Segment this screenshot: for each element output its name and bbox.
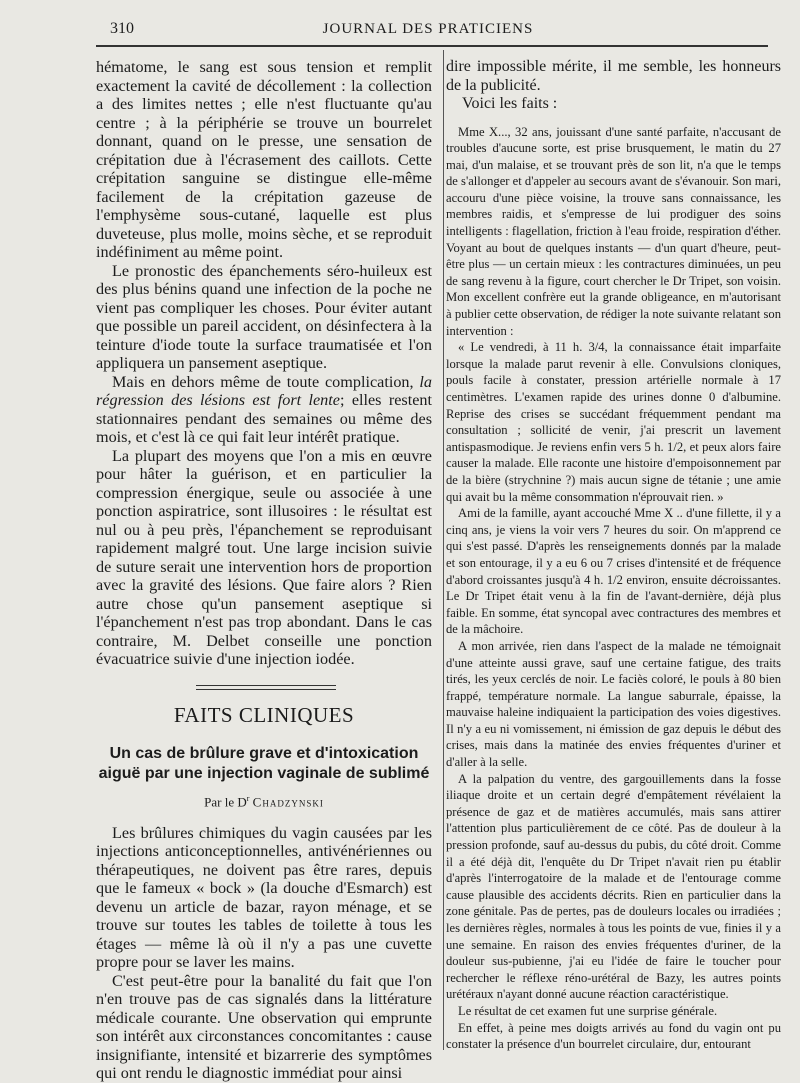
- paragraph: Voici les faits :: [462, 95, 558, 112]
- paragraph: Les brûlures chimiques du vagin causées par les injections anticonceptionnelles, antivénériennes ou thérapeutiques, ne doivent pas être rares, depuis que le fameux « bock » (la douche d'Esmarch) est devenu un article de bazar, rayon ménage, et se trouve sur toutes les tables de toilette à tous les étages — même là où il n'y a pas une cuvette propre pour se laver les mains.: [96, 823, 432, 972]
- paragraph: A la palpation du ventre, des gargouillements dans la fosse iliaque droite et un certain degré d'empâtement révélaient la présence de gaz et de matières accumulés, mais sans attirer l'attention plus particulièrement de ce côté. Pas de douleur à la pression profonde, sauf au-dessus du pubis, du côté droit. Comme il a été déjà dit, l'enquête du Dr Tripet n'avait rien pu établir d'après l'interrogatoire de la malade et de l'entourage comme cause plausible des accidents décrits. Rien en particulier dans la zone génitale. Pas de pertes, pas de douleurs locales ou irradiées ; les dernières règles, normales à tous les points de vue, finies il y a une semaine. En raison des envies fréquentes d'uriner, de la douleur sus-pubienne, j'ai eu l'idée de faire le toucher pour rechercher le réflexe réno-urétéral de Bazy, les autres points urétéraux n'ayant donné aucune réaction caractéristique.: [446, 771, 781, 1002]
- section-title: FAITS CLINIQUES: [173, 702, 355, 727]
- paragraph-text: Mais en dehors même de toute complication,: [112, 372, 414, 391]
- byline-sup: r: [246, 794, 250, 803]
- italic-text: la régression des lésions est fort lente: [96, 372, 432, 409]
- intro-text: [446, 58, 781, 114]
- paragraph: Mme X..., 32 ans, jouissant d'une santé parfaite, n'accusant de troubles d'aucune sorte, est prise brusquement, le matin du 27 mai, d'un malaise, et se trouvant près de son lit, n'a que le temps de s'allonger et d'appeler au secours avant de s'évanouir. Son mari, accouru d'une pièce voisine, la trouve sans connaissance, les membres raidis, et s'empresse de lui prodiguer des soins intelligents : flagellation, friction à l'eau froide, respiration d'éther. Voyant au bout de quelques instants — d'un quart d'heure, peut-être plus — un certain mieux : les contractures diminuées, un peu de sang revenu à la figure, court chercher le Dr Tripet, son voisin. Mon excellent confrère eut la grande obligeance, en m'autorisant à publier cette observation, de rédiger la note suivante relatant son intervention :: [446, 124, 781, 338]
- paragraph: C'est peut-être pour la banalité du fait que l'on n'en trouve pas de cas signalés dans la littérature médicale courante. Une observation qui emprunte son intérêt aux circonstances concomitantes : cause insignifiante, intensité et bizarrerie des symptômes qui ont rendu le diagnostic immédiat pour ainsi: [96, 971, 432, 1083]
- header-rule: [96, 45, 768, 47]
- journal-title: JOURNAL DES PRATICIENS: [322, 21, 534, 37]
- paragraph: dire impossible mérite, il me semble, les honneurs de la publicité.: [446, 58, 781, 94]
- left-column: [96, 58, 432, 1083]
- paragraph: Le pronostic des épanchements séro-huileux est des plus bénins quand une infection de la poche ne vient pas compliquer les choses. Pour éviter autant que possible un pareil accident, on désinfectera à la teinture d'iode toute la surface traumatisée et l'on appliquera un pansement aseptique.: [96, 261, 432, 372]
- section-separator: [196, 685, 336, 690]
- paragraph-text: ; elles restent stationnaires pendant des semaines ou même des mois, et c'est là ce qui fait leur intérêt pratique.: [96, 391, 432, 446]
- byline-prefix: Par le D: [204, 794, 247, 810]
- article-title: Un cas de brûlure grave et d'intoxication aiguë par une injection vaginale de sublimé: [98, 745, 430, 782]
- paragraph: hématome, le sang est sous tension et remplit exactement la cavité de décollement : la collection a des limites nettes ; elle n'est fluctuante qu'au centre ; à la périphérie se trouve un bourrelet donnant, quand on le presse, une sensation de crépitation due à l'écrasement des caillots. Cette crépitation sanguine se distingue elle-même facilement de la crépitation gazeuse de l'emphysème sous-cutané, laquelle est plus duveteuse, plus molle, moins sèche, et se reproduit indéfiniment au même point.: [96, 58, 432, 261]
- paragraph: En effet, à peine mes doigts arrivés au fond du vagin ont pu constater la présence d'un bourrelet circulaire, dur, entourant: [446, 1020, 781, 1052]
- byline: [96, 790, 432, 812]
- paragraph: A mon arrivée, rien dans l'aspect de la malade ne témoignait d'une atteinte aussi grave, sauf une certaine fatigue, des traits tirés, les yeux cerclés de noir. Le faciès coloré, le pouls à 80 bien frappé, température normale. La langue saburrale, épaisse, la mauvaise haleine indiquaient la participation des voies digestives. Il n'y a eu ni vomissement, ni émission de gaz depuis le début des crises, mais dans la matinée des envies fréquentes d'uriner et d'aller à la selle.: [446, 638, 781, 770]
- paragraph: « Le vendredi, à 11 h. 3/4, la connaissance était imparfaite lorsque la malade parut revenir à elle. Convulsions cloniques, pouls facile à constater, pression artérielle normale à 17 centimètres. L'examen rapide des urines donne 0 d'albumine. Reprise des crises se succédant fréquemment pendant ma consultation ; sollicité de venir, j'ai prescrit un lavement antispasmodique. Je reviens enfin vers 5 h. 1/2, et peux alors faire causer la malade. Elle raconte une histoire d'empoisonnement par de la bière (strychnine ?) mais aucun signe de tétanie ; une amie qui avait bu la même consommation n'éprouvait rien. »: [446, 340, 781, 504]
- paragraph: La plupart des moyens que l'on a mis en œuvre pour hâter la guérison, et en particulier la compression énergique, seule ou associée à une ponction aspiratrice, sont illusoires : le résultat est nul ou à peu près, l'épanchement se reproduisant rapidement malgré tout. Une large incision suivie de suture serait une intervention hors de proportion avec la gravité des lésions. Que faire alors ? Rien autre chose qu'un pansement aseptique si l'épanchement n'est pas trop abondant. Dans le cas contraire, M. Delbet conseille une ponction évacuatrice suivie d'une injection iodée.: [96, 446, 432, 668]
- page-header: [96, 20, 760, 42]
- paragraph: [96, 373, 432, 447]
- right-column: [446, 58, 781, 1053]
- author-name: Chadzynski: [252, 794, 324, 810]
- article-body: [96, 824, 432, 1083]
- page-number: 310: [110, 20, 134, 37]
- paragraph: Le résultat de cet examen fut une surprise générale.: [458, 1003, 718, 1018]
- column-divider: [443, 50, 444, 1050]
- paragraph: Ami de la famille, ayant accouché Mme X .. d'une fillette, il y a cinq ans, je viens la voir vers 7 heures du soir. On m'apprend ce qui s'est passé. D'après les renseignements donnés par la malade et son entourage, il y a eu 6 ou 7 crises d'intensité et de fréquence d'abord croissantes jusqu'à 4 h. 1/2 environ, ensuite décroissantes. Le Dr Tripet était venu à la fin de l'avant-dernière, déjà plus faible. En somme, état syncopal avec contractures des membres et de la mâchoire.: [446, 506, 781, 637]
- case-report: [446, 124, 781, 1053]
